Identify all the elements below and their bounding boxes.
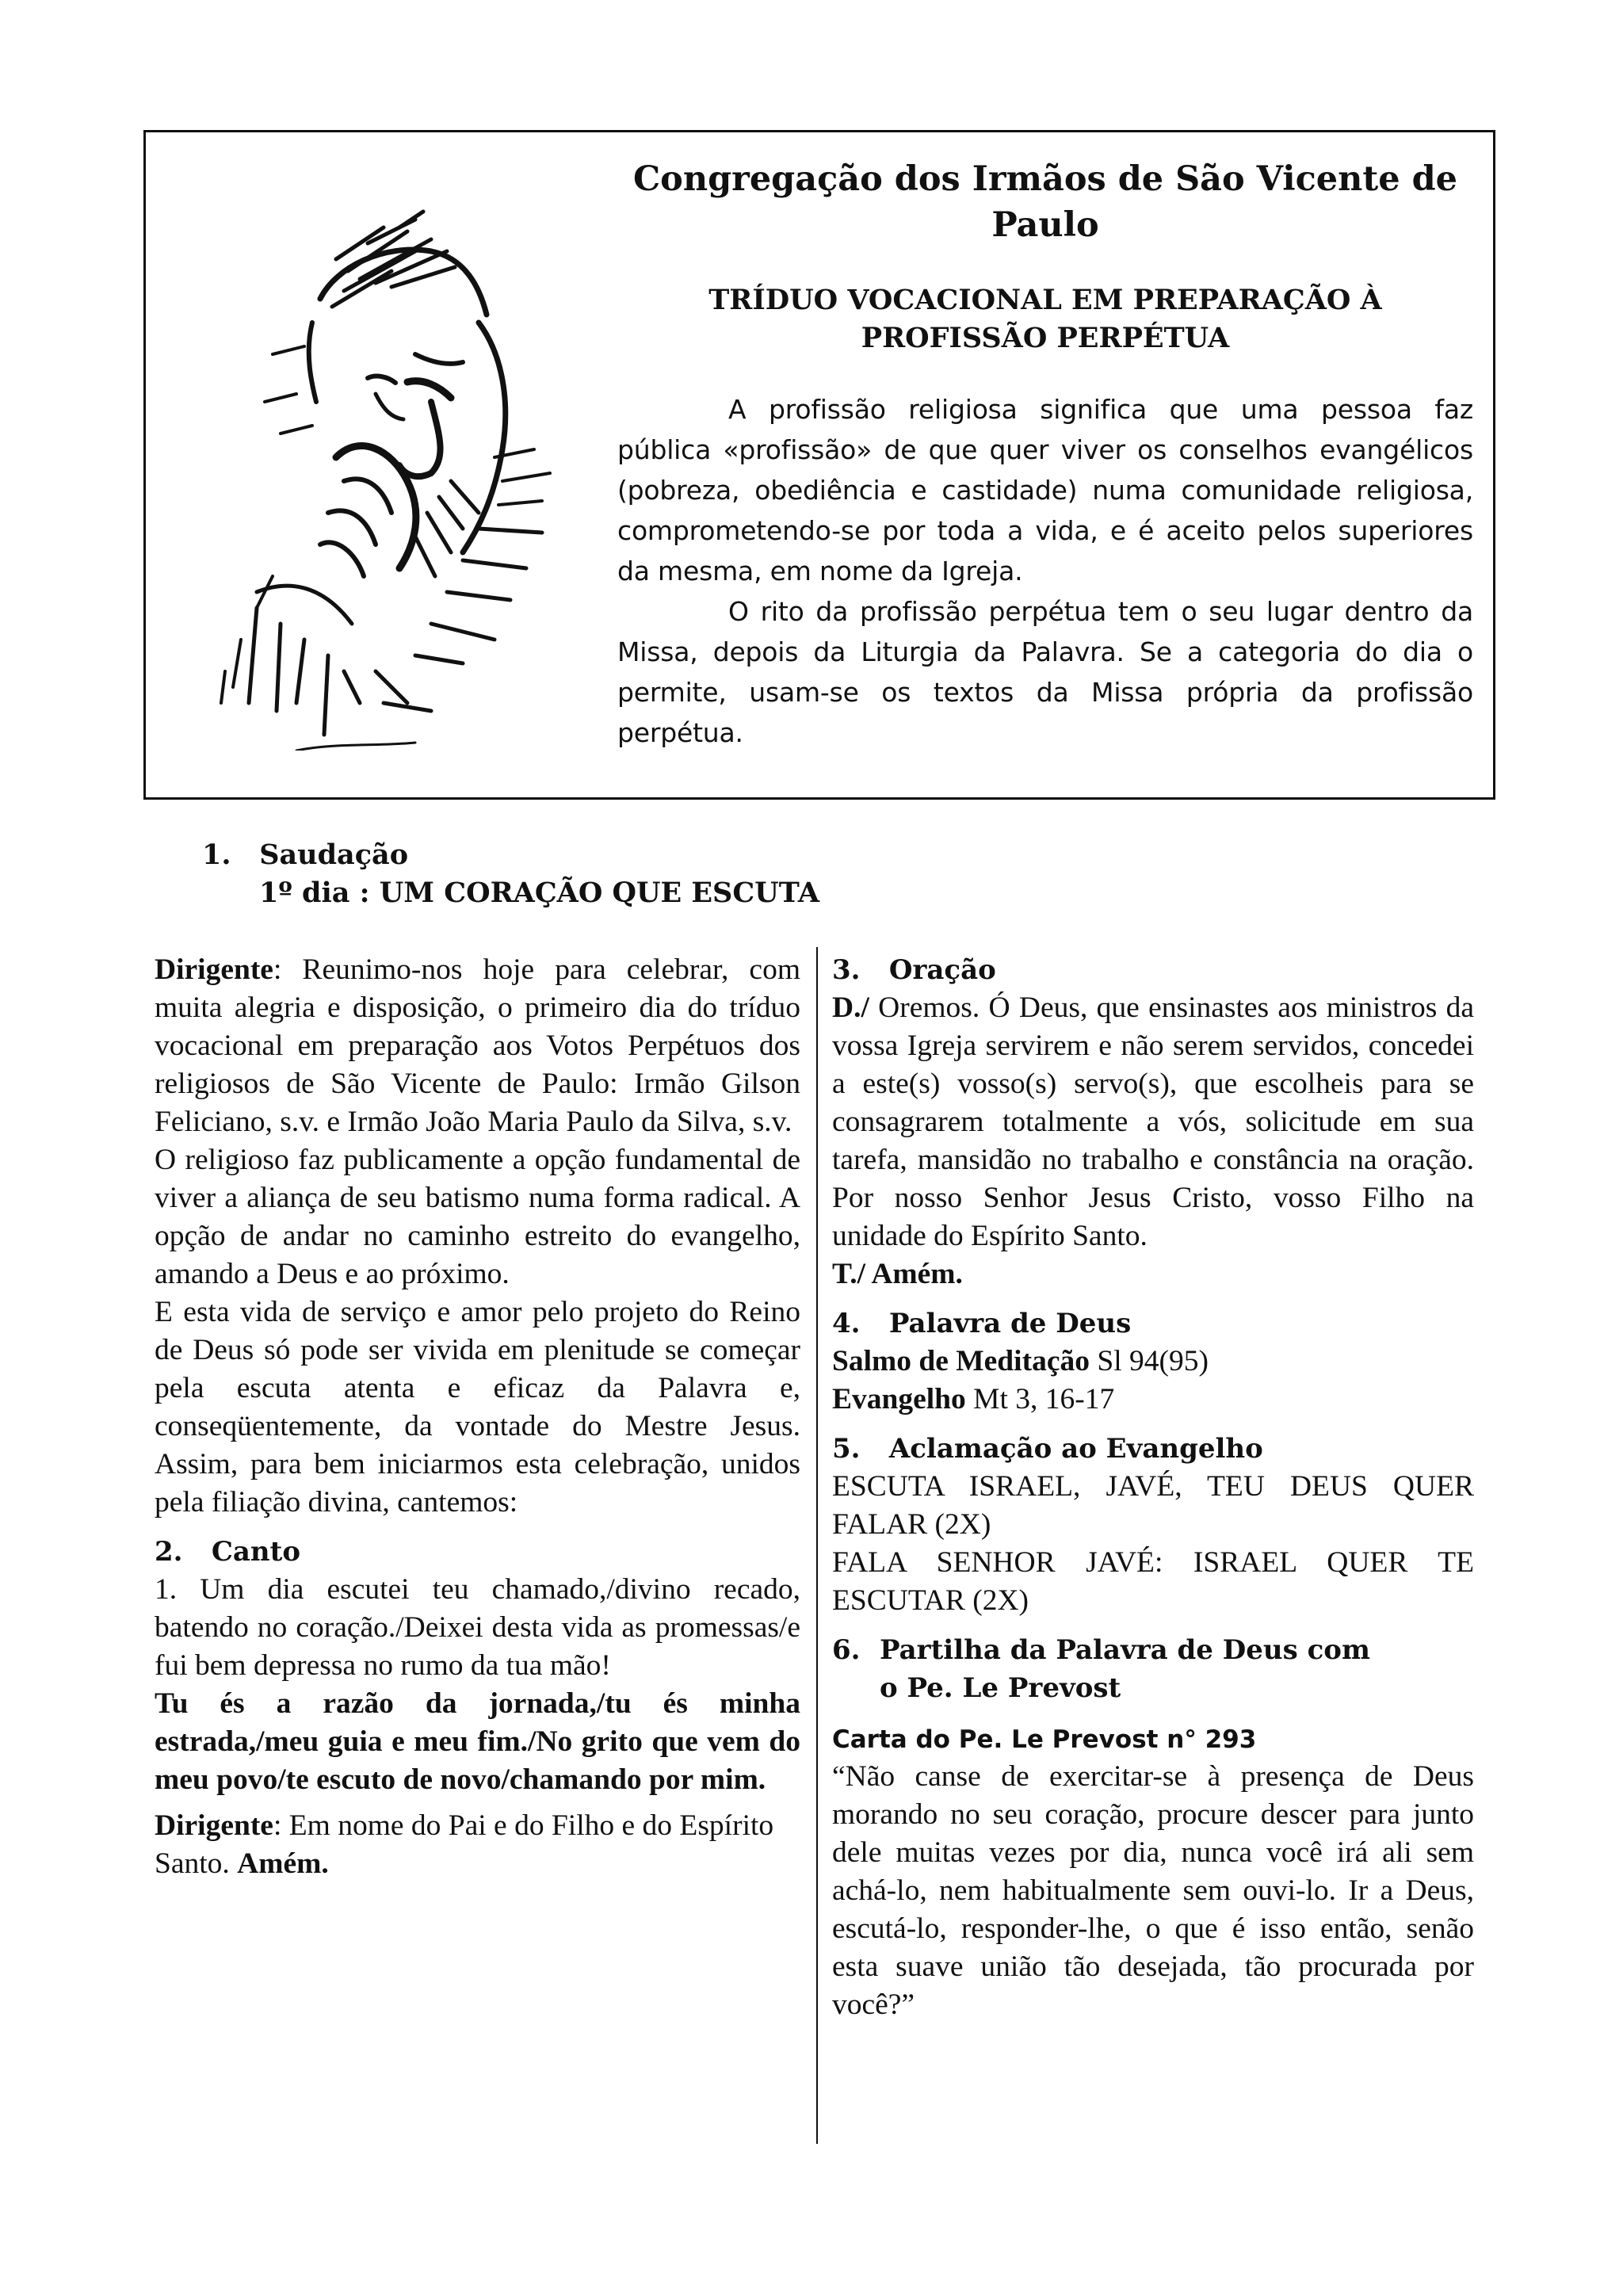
oracao-text: Oremos. Ó Deus, que ensinastes aos ministros da vossa Igreja servirem e não serem servidos, concedei a este(s) vosso(s) servo(s), que escolheis para se consagrarem totalmente a vós, solicitude em sua tarefa, mansidão no trabalho e constância na oração. Por nosso Senhor Jesus Cristo, vosso Filho na unidade do Espírito Santo. <box>832 991 1474 1252</box>
section-saudacao <box>202 836 819 912</box>
intro-paragraph-1: A profissão religiosa significa que uma pessoa faz pública «profissão» de que quer viver os conselhos evangélicos (pobreza, obediência e castidade) numa comunidade religiosa, comprometendo-se por toda a vida, e é aceito pelos superiores da mesma, em nome da Igreja. <box>617 394 1473 586</box>
carta-title: Carta do Pe. Le Prevost n° 293 <box>832 1725 1257 1754</box>
salmo-label: Salmo de Meditação <box>832 1345 1090 1377</box>
aclamacao-line-2: FALA SENHOR JAVÉ: ISRAEL QUER TE ESCUTAR (2X) <box>832 1546 1474 1617</box>
closing-paragraph <box>155 1807 800 1883</box>
section-title: Oração <box>888 954 996 986</box>
canto-verse: 1. Um dia escutei teu chamado,/divino recado, batendo no coração./Deixei desta vida as promessas/e fui bem depressa no rumo da tua mão! <box>155 1573 800 1682</box>
carta-text: “Não canse de exercitar-se à presença de Deus morando no seu coração, procure descer para junto dele muitas vezes por dia, nunca você irá ali sem achá-lo, nem habitualmente sem ouvi-lo. Ir a Deus, escutá-lo, responder-lhe, o que é isso então, senão esta suave união tão desejada, tão procurada por você?” <box>832 1760 1474 2021</box>
left-column <box>155 951 800 1883</box>
triduo-subtitle: TRÍDUO VOCACIONAL EM PREPARAÇÃO À PROFISSÃO PERPÉTUA <box>708 284 1382 354</box>
section-number: 2. <box>155 1536 183 1568</box>
section-number: 3. <box>832 954 861 986</box>
closing-amen: Amém. <box>237 1847 329 1880</box>
closing-label: Dirigente <box>155 1809 273 1842</box>
dirigente-text: : Reunimo-nos hoje para celebrar, com muita alegria e disposição, o primeiro dia do tríduo vocacional em preparação aos Votos Perpétuos dos religiosos de São Vicente de Paulo: Irmão Gilson Feliciano, s.v. e Irmão João Maria Paulo da Silva, s.v. <box>155 953 800 1138</box>
right-column <box>832 951 1474 2024</box>
section-title: Saudação <box>259 839 409 871</box>
day-label: 1º dia : <box>259 877 370 909</box>
section-heading <box>832 1305 1474 1343</box>
salmo-line <box>832 1343 1474 1381</box>
section-heading <box>832 1631 1474 1707</box>
dirigente-label: Dirigente <box>155 953 273 986</box>
section-title: Canto <box>211 1536 301 1568</box>
evangelho-label: Evangelho <box>832 1383 966 1415</box>
section-title: Partilha da Palavra de Deus com o Pe. Le Prevost <box>880 1634 1370 1704</box>
intro-paragraph-2: O rito da profissão perpétua tem o seu lugar dentro da Missa, depois da Liturgia da Palavra. Se a categoria do dia o permite, usam-se os textos da Missa própria da profissão perpétua. <box>617 596 1473 748</box>
section-title: Aclamação ao Evangelho <box>888 1433 1263 1465</box>
evangelho-line <box>832 1381 1474 1419</box>
salmo-ref: Sl 94(95) <box>1089 1345 1209 1377</box>
section-heading <box>832 951 1474 989</box>
header-text <box>617 156 1473 753</box>
section-heading <box>202 836 819 874</box>
section-number: 1. <box>202 839 231 871</box>
portrait-sketch-icon <box>178 196 693 751</box>
paragraph-opcao: O religioso faz publicamente a opção fundamental de viver a aliança de seu batismo numa forma radical. A opção de andar no caminho estreito do evangelho, amando a Deus e ao próximo. <box>155 1144 800 1290</box>
closing-text: : Em nome do Pai e do Filho e do Espírito Santo. <box>155 1809 774 1880</box>
section-title: Palavra de Deus <box>888 1308 1132 1339</box>
section-number: 6. <box>832 1634 861 1666</box>
oracao-response: T./ Amém. <box>832 1258 963 1290</box>
paragraph-servico: E esta vida de serviço e amor pelo projeto do Reino de Deus só pode ser vivida em plenitude se começar pela escuta atenta e eficaz da Palavra e, conseqüentemente, da vontade do Mestre Jesus. Assim, para bem iniciarmos esta celebração, unidos pela filiação divina, cantemos: <box>155 1296 800 1519</box>
section-number: 4. <box>832 1308 861 1339</box>
column-divider <box>816 947 818 2144</box>
oracao-label: D./ <box>832 991 869 1024</box>
section-heading <box>155 1533 800 1571</box>
oracao-paragraph <box>832 989 1474 1255</box>
section-heading <box>832 1430 1474 1468</box>
aclamacao-line-1: ESCUTA ISRAEL, JAVÉ, TEU DEUS QUER FALAR (2X) <box>832 1470 1474 1541</box>
congregation-title: Congregação dos Irmãos de São Vicente de Paulo <box>632 159 1458 245</box>
day-title: UM CORAÇÃO QUE ESCUTA <box>379 877 819 909</box>
header-box <box>143 130 1495 800</box>
evangelho-ref: Mt 3, 16-17 <box>965 1383 1115 1415</box>
day-heading <box>259 874 819 912</box>
dirigente-paragraph <box>155 951 800 1141</box>
canto-refrain: Tu és a razão da jornada,/tu és minha estrada,/meu guia e meu fim./No grito que vem do meu povo/te escuto de novo/chamando por mim. <box>155 1687 800 1796</box>
section-number: 5. <box>832 1433 861 1465</box>
